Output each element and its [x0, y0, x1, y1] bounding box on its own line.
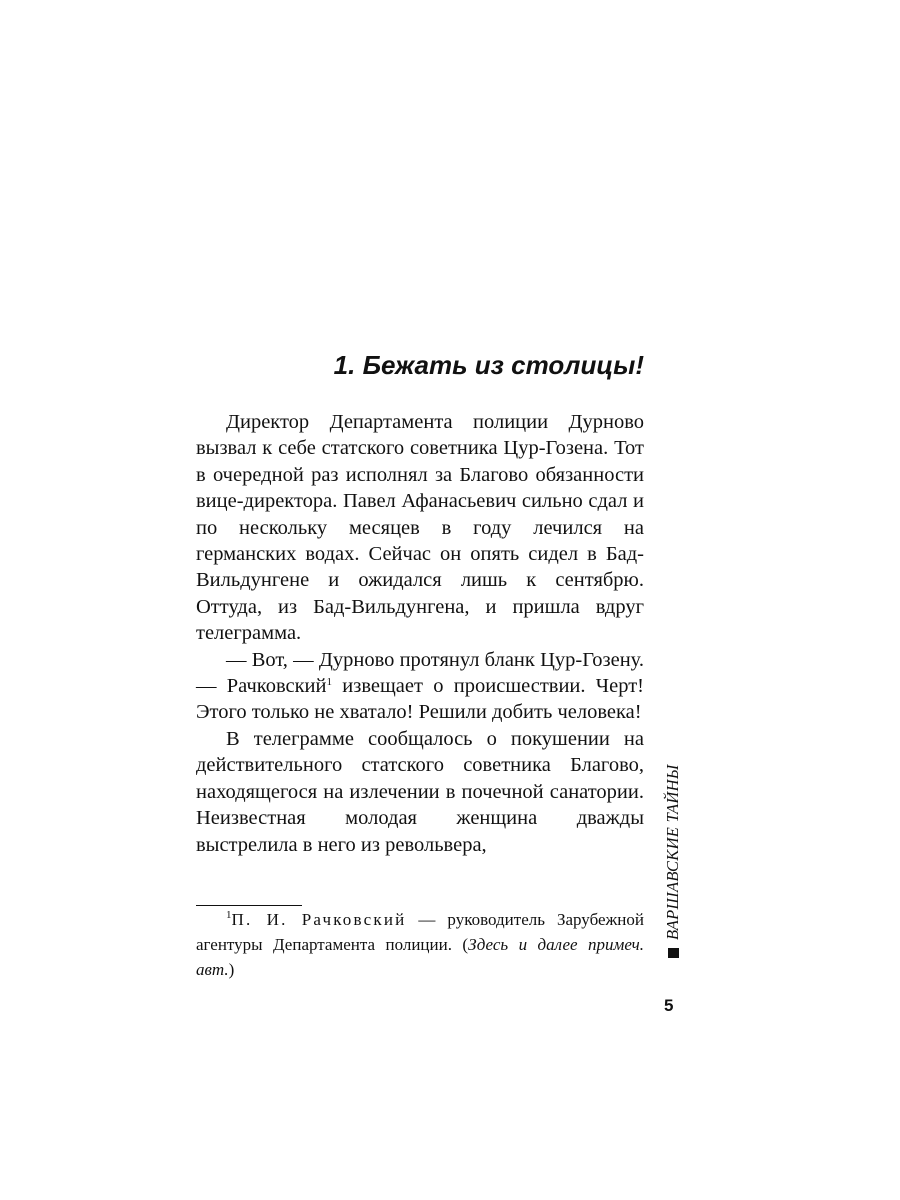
square-marker-icon: [668, 948, 679, 958]
paragraph-1: Директор Департамента полиции Дурново вызвал к себе статского советника Цур-Гозена. Тот в очередной раз исполнял за Благово обязанности вице-директора. Павел Афанасьевич сильно сдал и по нескольку месяцев в году лечился на германских водах. Сейчас он опять сидел в Бад-Вильдунгене и ожидался лишь к сентябрю. Оттуда, из Бад-Вильдунгена, и пришла вдруг телеграмма.: [196, 411, 644, 645]
paragraph-3: В телеграмме сообщалось о покушении на действительного статского советника Благово, находящегося на излечении в почечной санатории. Неизвестная молодая женщина дважды выстрелила в него из револьвера,: [196, 727, 644, 856]
footnote-reference: 1: [326, 676, 333, 689]
footnote-close: ): [228, 960, 235, 979]
footnote-italic-note: Здесь и далее примеч. авт.: [196, 935, 644, 979]
footnote-mark: 1: [226, 909, 232, 921]
running-head-title: ВАРШАВСКИЕ ТАЙНЫ: [663, 764, 682, 940]
paragraph-2-text-before: — Вот, — Дурново протянул бланк Цур-Гозену. — Рачковский: [196, 648, 644, 698]
footnote-divider: [196, 905, 302, 906]
chapter-title: 1. Бежать из столицы!: [333, 350, 644, 380]
running-head: [664, 764, 682, 958]
footnote-name: П. И. Рачковский: [231, 910, 407, 929]
paragraph-2-text-after: извещает о происшествии. Черт! Этого только не хватало! Решили добить человека!: [196, 675, 644, 724]
footnote: [196, 907, 644, 982]
body-text: [196, 409, 644, 858]
paragraph-2: [196, 647, 644, 726]
footnote-text: — руководитель Зарубежной агентуры Департамента полиции. (: [196, 910, 644, 954]
page-number: 5: [664, 996, 674, 1015]
